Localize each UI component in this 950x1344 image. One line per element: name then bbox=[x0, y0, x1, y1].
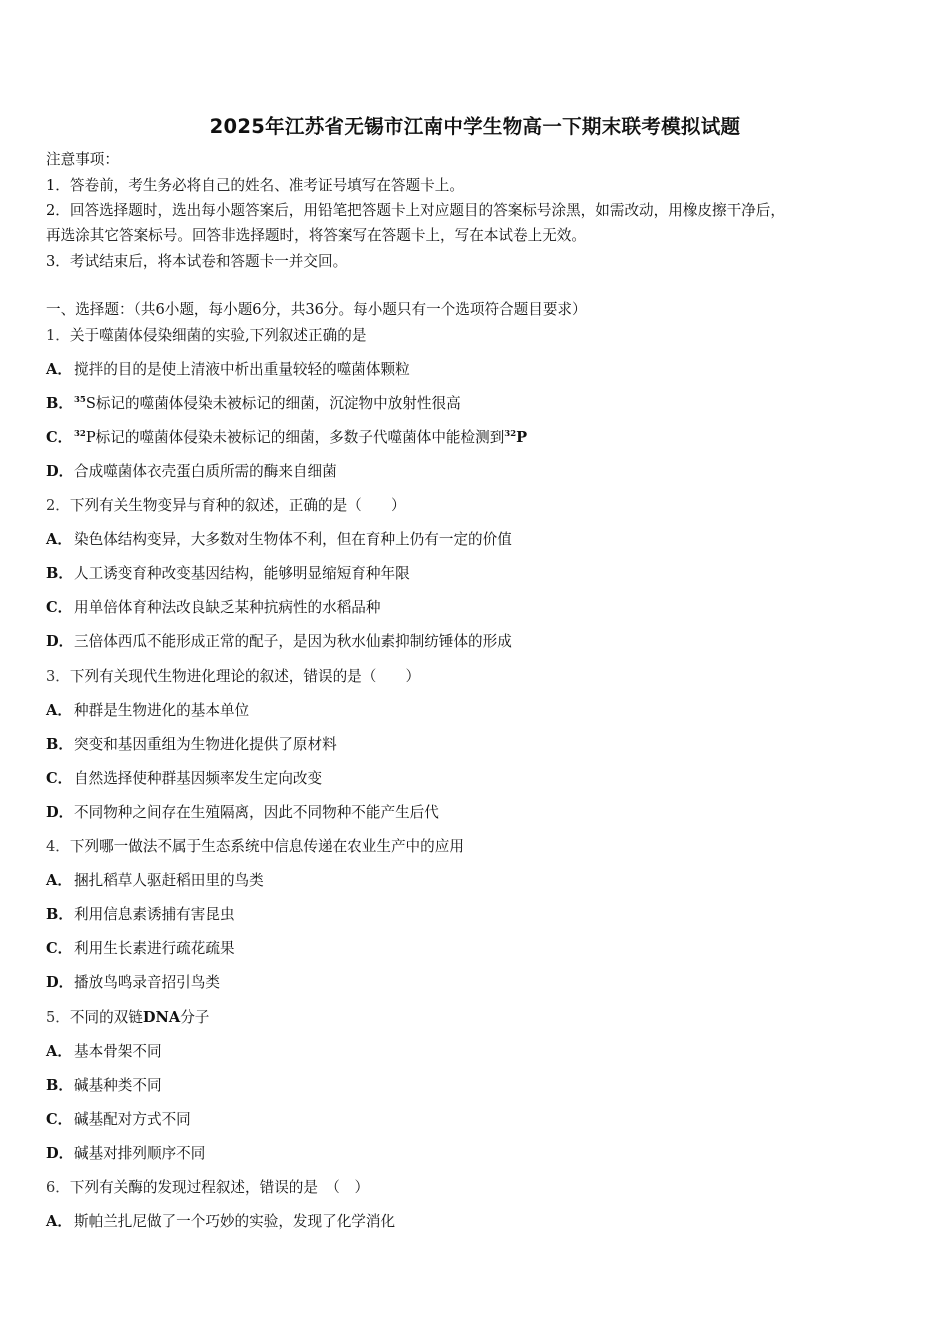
option-text: P标记的噬菌体侵染未被标记的细菌，多数子代噬菌体中能检测到 bbox=[85, 429, 505, 446]
option-letter: B． bbox=[46, 736, 73, 753]
isotope-superscript: 32 bbox=[504, 429, 517, 439]
question-5-option-c[interactable] bbox=[46, 1110, 191, 1130]
isotope-element: P bbox=[516, 429, 528, 446]
question-5-option-a[interactable] bbox=[46, 1042, 162, 1062]
question-5-stem bbox=[46, 1008, 209, 1028]
question-4-option-a[interactable] bbox=[46, 871, 264, 891]
option-letter: C． bbox=[46, 429, 73, 446]
option-text: 不同物种之间存在生殖隔离，因此不同物种不能产生后代 bbox=[74, 804, 439, 821]
option-letter: D． bbox=[46, 1145, 74, 1162]
question-1-option-a[interactable] bbox=[46, 360, 410, 380]
question-6-option-a[interactable] bbox=[46, 1212, 395, 1232]
question-2-option-a[interactable] bbox=[46, 530, 512, 550]
option-text: 碱基种类不同 bbox=[74, 1077, 162, 1094]
question-text: 下列有关生物变异与育种的叙述，正确的是（ ） bbox=[69, 497, 406, 514]
question-2-option-c[interactable] bbox=[46, 598, 380, 618]
option-letter: C． bbox=[46, 599, 73, 616]
question-number: 4． bbox=[46, 838, 70, 855]
option-text: 利用信息素诱捕有害昆虫 bbox=[74, 906, 235, 923]
option-text: 合成噬菌体衣壳蛋白质所需的酶来自细菌 bbox=[74, 463, 337, 480]
option-letter: D． bbox=[46, 463, 74, 480]
question-2-stem bbox=[46, 496, 406, 516]
option-text: 斯帕兰扎尼做了一个巧妙的实验，发现了化学消化 bbox=[74, 1213, 396, 1230]
option-text: 三倍体西瓜不能形成正常的配子，是因为秋水仙素抑制纺锤体的形成 bbox=[74, 633, 512, 650]
question-number: 2． bbox=[46, 497, 70, 514]
option-text: 染色体结构变异，大多数对生物体不利，但在育种上仍有一定的价值 bbox=[74, 531, 512, 548]
notes-item-2a: 2．回答选择题时，选出每小题答案后，用铅笔把答题卡上对应题目的答案标号涂黑，如需改动，用橡皮擦干净后， bbox=[46, 202, 785, 219]
question-4-stem bbox=[46, 837, 464, 857]
option-letter: D． bbox=[46, 974, 74, 991]
question-text: 不同的双链 bbox=[69, 1009, 143, 1026]
question-text: 下列有关现代生物进化理论的叙述，错误的是（ ） bbox=[69, 668, 421, 685]
question-1-stem bbox=[46, 326, 366, 346]
question-1-option-d[interactable] bbox=[46, 462, 337, 482]
option-text: 碱基配对方式不同 bbox=[74, 1111, 191, 1128]
page-title: 2025年江苏省无锡市江南中学生物高一下期末联考模拟试题 bbox=[209, 115, 741, 138]
section-heading: 一、选择题：（共6小题，每小题6分，共36分。每小题只有一个选项符合题目要求） bbox=[46, 301, 587, 318]
question-text-term: DNA bbox=[142, 1009, 181, 1026]
option-letter: A． bbox=[46, 531, 72, 548]
question-4-option-b[interactable] bbox=[46, 905, 235, 925]
option-letter: B． bbox=[46, 565, 73, 582]
option-text: 碱基对排列顺序不同 bbox=[74, 1145, 206, 1162]
option-text: 种群是生物进化的基本单位 bbox=[74, 702, 250, 719]
option-letter: C． bbox=[46, 770, 73, 787]
notes-item-1: 1．答卷前，考生务必将自己的姓名、准考证号填写在答题卡上。 bbox=[46, 177, 464, 194]
question-number: 6． bbox=[46, 1179, 70, 1196]
option-text: 基本骨架不同 bbox=[74, 1043, 162, 1060]
notes-item-2b: 再选涂其它答案标号。回答非选择题时，将答案写在答题卡上，写在本试卷上无效。 bbox=[46, 227, 586, 244]
question-5-option-d[interactable] bbox=[46, 1144, 205, 1164]
question-1-option-c[interactable] bbox=[46, 428, 527, 448]
option-letter: C． bbox=[46, 1111, 73, 1128]
option-letter: D． bbox=[46, 804, 74, 821]
question-3-option-a[interactable] bbox=[46, 701, 249, 721]
option-text: 搅拌的目的是使上清液中析出重量较轻的噬菌体颗粒 bbox=[74, 361, 410, 378]
option-letter: A． bbox=[46, 702, 72, 719]
option-text: 捆扎稻草人驱赶稻田里的鸟类 bbox=[74, 872, 264, 889]
option-text: 利用生长素进行疏花疏果 bbox=[74, 940, 235, 957]
option-text: 用单倍体育种法改良缺乏某种抗病性的水稻品种 bbox=[74, 599, 381, 616]
question-text: 下列有关酶的发现过程叙述，错误的是 （ ） bbox=[69, 1179, 370, 1196]
question-4-option-c[interactable] bbox=[46, 939, 235, 959]
option-letter: A． bbox=[46, 361, 72, 378]
question-2-option-b[interactable] bbox=[46, 564, 410, 584]
option-letter: B． bbox=[46, 906, 73, 923]
question-3-option-d[interactable] bbox=[46, 803, 439, 823]
isotope-superscript: 32 bbox=[74, 429, 86, 439]
option-letter: B． bbox=[46, 1077, 73, 1094]
question-2-option-d[interactable] bbox=[46, 632, 512, 652]
option-text: 人工诱变育种改变基因结构，能够明显缩短育种年限 bbox=[74, 565, 410, 582]
option-text: 播放鸟鸣录音招引鸟类 bbox=[74, 974, 220, 991]
option-letter: A． bbox=[46, 1213, 72, 1230]
question-text: 关于噬菌体侵染细菌的实验,下列叙述正确的是 bbox=[69, 327, 367, 344]
question-number: 3． bbox=[46, 668, 70, 685]
option-text: 自然选择使种群基因频率发生定向改变 bbox=[74, 770, 323, 787]
isotope-superscript: 35 bbox=[74, 395, 86, 405]
option-letter: D． bbox=[46, 633, 74, 650]
question-number: 1． bbox=[46, 327, 70, 344]
question-5-option-b[interactable] bbox=[46, 1076, 162, 1096]
question-3-option-c[interactable] bbox=[46, 769, 322, 789]
question-4-option-d[interactable] bbox=[46, 973, 220, 993]
option-letter: A． bbox=[46, 1043, 72, 1060]
option-letter: A． bbox=[46, 872, 72, 889]
option-letter: B． bbox=[46, 395, 73, 412]
notes-heading: 注意事项： bbox=[46, 151, 119, 168]
notes-item-3: 3．考试结束后，将本试卷和答题卡一并交回。 bbox=[46, 253, 348, 270]
question-3-option-b[interactable] bbox=[46, 735, 337, 755]
question-text: 下列哪一做法不属于生态系统中信息传递在农业生产中的应用 bbox=[69, 838, 464, 855]
question-text-tail: 分子 bbox=[180, 1009, 210, 1026]
question-number: 5． bbox=[46, 1009, 70, 1026]
option-letter: C． bbox=[46, 940, 73, 957]
question-6-stem bbox=[46, 1178, 369, 1198]
option-text: 突变和基因重组为生物进化提供了原材料 bbox=[74, 736, 337, 753]
question-3-stem bbox=[46, 667, 420, 687]
question-1-option-b[interactable] bbox=[46, 394, 461, 414]
option-text: S标记的噬菌体侵染未被标记的细菌，沉淀物中放射性很高 bbox=[85, 395, 461, 412]
